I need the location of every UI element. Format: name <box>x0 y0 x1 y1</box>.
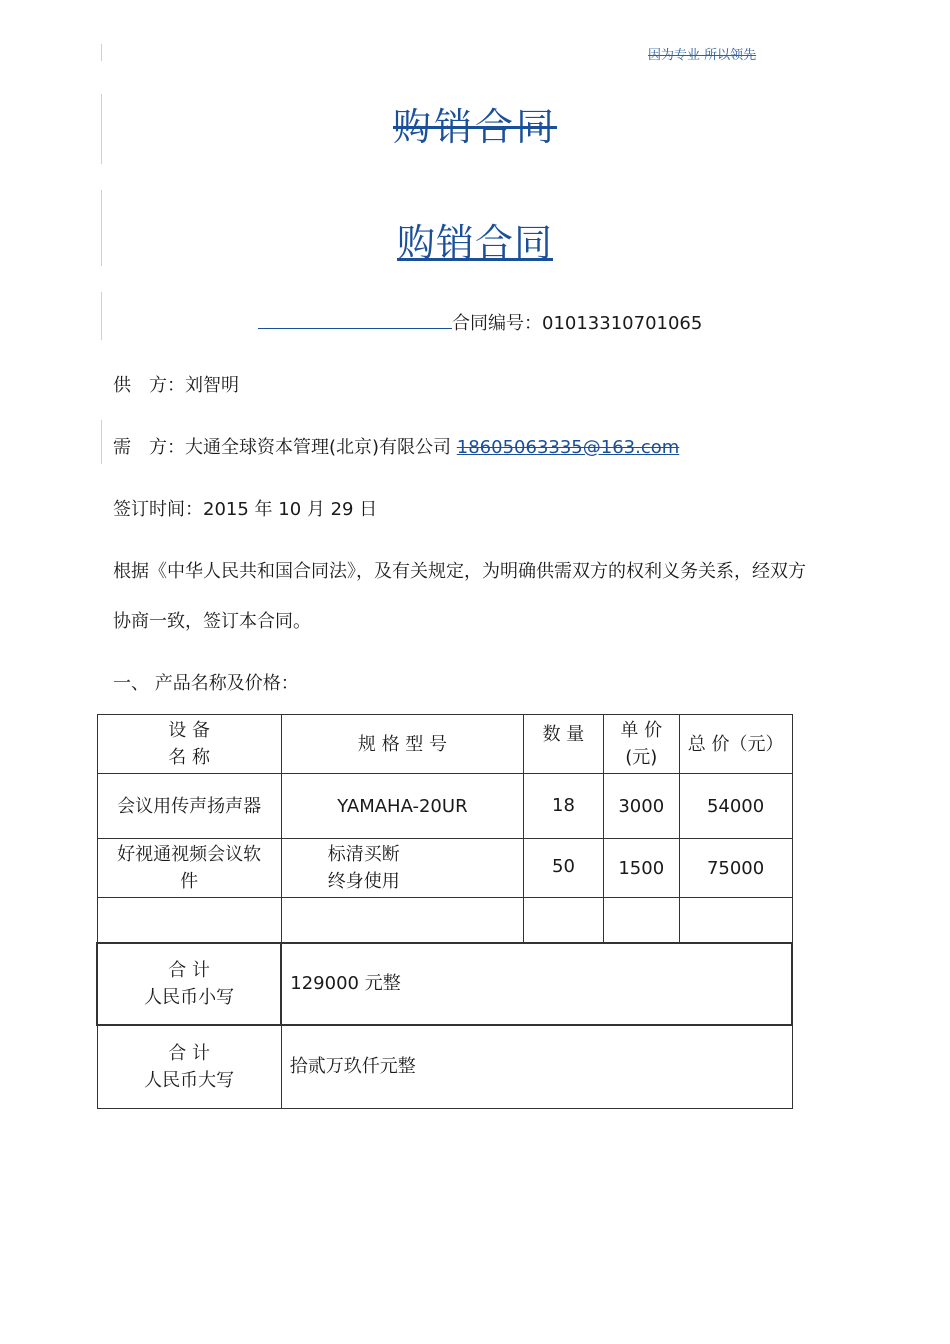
header-unit-line-2: (元) <box>625 747 658 768</box>
row-2-name-line-2: 件 <box>180 871 199 892</box>
row-2-qty-text: 50 <box>552 856 575 877</box>
sign-date-line <box>113 495 377 521</box>
table-row-empty <box>97 898 792 943</box>
sum-small-label-line-2: 人民币小写 <box>144 986 235 1008</box>
header-qty <box>524 715 604 774</box>
row-2-total: 75000 <box>679 839 792 898</box>
sum-small-row <box>97 943 792 1025</box>
supplier-line <box>113 371 239 397</box>
empty-cell <box>679 898 792 943</box>
sum-big-label-line-2: 人民币大写 <box>144 1069 235 1091</box>
row-2-spec-line-1: 标清买断 <box>327 844 400 865</box>
sum-small-label <box>97 943 281 1025</box>
contract-number <box>258 309 702 335</box>
contract-number-label: 合同编号： <box>452 313 542 334</box>
buyer-label: 需 方： <box>113 437 185 458</box>
buyer-line <box>113 433 679 459</box>
header-unit-line-1: 单 价 <box>620 720 663 741</box>
header-name-line-2: 名 称 <box>168 747 210 768</box>
buyer-value: 大通全球资本管理(北京)有限公司 <box>185 437 452 458</box>
header-slogan: 因为专业 所以领先 <box>648 48 757 63</box>
sum-big-label <box>97 1025 281 1109</box>
page-title: 购销合同 <box>396 221 553 265</box>
product-table <box>96 714 793 1109</box>
sign-date-label: 签订时间： <box>113 499 203 520</box>
buyer-email-link[interactable]: 18605063335@163.com <box>456 437 680 458</box>
row-2-qty <box>524 839 604 898</box>
empty-cell <box>524 898 604 943</box>
row-2-spec <box>281 839 523 898</box>
margin-line <box>101 292 102 340</box>
header-qty-text: 数 量 <box>542 724 585 745</box>
header-unit-price <box>603 715 679 774</box>
sum-big-value: 拾贰万玖仟元整 <box>281 1025 792 1109</box>
preamble-line-1: 根据《中华人民共和国合同法》，及有关规定，为明确供需双方的权利义务关系，经双方 <box>113 561 806 582</box>
supplier-value: 刘智明 <box>185 375 239 396</box>
row-1-name: 会议用传声扬声器 <box>97 774 281 839</box>
sum-small-value: 129000 元整 <box>281 943 792 1025</box>
page-title-strikethrough: 购销合同 <box>392 105 557 149</box>
table-row <box>97 774 792 839</box>
row-1-qty-text: 18 <box>552 795 575 816</box>
row-1-spec: YAMAHA-20UR <box>281 774 523 839</box>
section-1-title: 一、 产品名称及价格： <box>113 673 299 694</box>
header-spec: 规 格 型 号 <box>281 715 523 774</box>
table-header-row <box>97 715 792 774</box>
preamble-line-2: 协商一致，签订本合同。 <box>113 611 311 632</box>
row-2-name <box>97 839 281 898</box>
contract-number-value: 01013310701065 <box>542 313 703 334</box>
margin-line <box>101 44 102 61</box>
table-row <box>97 839 792 898</box>
margin-line <box>101 420 102 464</box>
row-1-qty <box>524 774 604 839</box>
empty-cell <box>603 898 679 943</box>
empty-cell <box>97 898 281 943</box>
header-total: 总 价（元） <box>679 715 792 774</box>
header-equipment-name <box>97 715 281 774</box>
sum-big-row <box>97 1025 792 1109</box>
sign-date-value: 2015 年 10 月 29 日 <box>203 499 378 520</box>
row-1-unit: 3000 <box>603 774 679 839</box>
header-name-line-1: 设 备 <box>168 720 210 741</box>
sum-small-label-line-1: 合 计 <box>168 959 210 981</box>
row-2-name-line-1: 好视通视频会议软 <box>117 844 262 865</box>
contract-blank-underline <box>258 310 452 329</box>
supplier-label: 供 方： <box>113 375 185 396</box>
sum-big-label-line-1: 合 计 <box>168 1042 210 1064</box>
empty-cell <box>281 898 523 943</box>
row-1-total: 54000 <box>679 774 792 839</box>
row-2-spec-line-2: 终身使用 <box>327 871 400 892</box>
row-2-unit: 1500 <box>603 839 679 898</box>
